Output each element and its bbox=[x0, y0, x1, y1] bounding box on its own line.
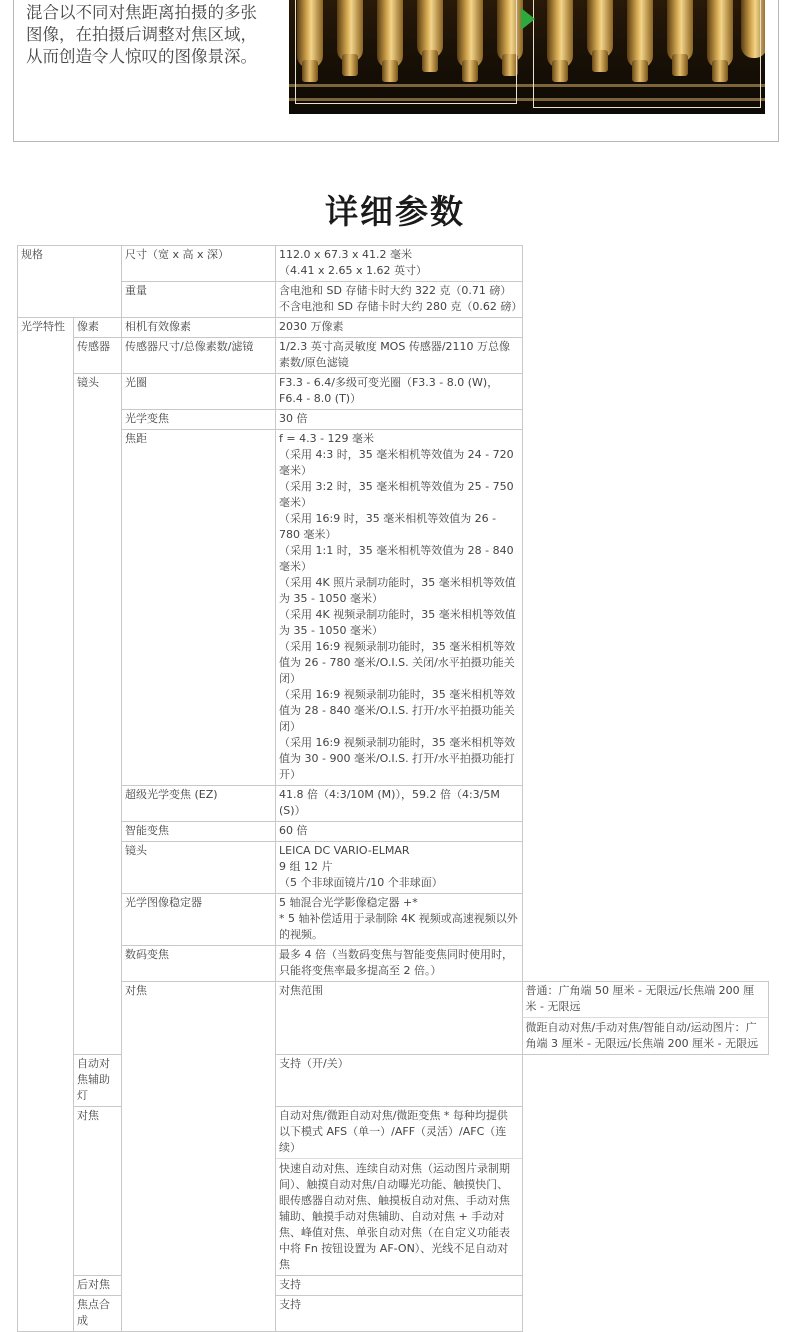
row-value: 41.8 倍（4:3/10M (M)），59.2 倍（4:3/5M (S)） bbox=[276, 786, 523, 822]
value-line: 112.0 x 67.3 x 41.2 毫米 bbox=[279, 248, 412, 261]
value-line: 普通：广角端 50 厘米 - 无限远/长焦端 200 厘米 - 无限远 bbox=[525, 984, 755, 1013]
row-label: 智能变焦 bbox=[122, 822, 276, 842]
value-line: （采用 1:1 时，35 毫米相机等效值为 28 - 840 毫米） bbox=[279, 544, 514, 573]
row-label: 镜头 bbox=[122, 842, 276, 894]
promo-line: 混合以不同对焦距离拍摄的多张 bbox=[26, 3, 257, 22]
value-line: 5 轴混合光学影像稳定器 +* bbox=[279, 896, 418, 909]
value-line: （采用 16:9 视频录制功能时，35 毫米相机等效值为 28 - 840 毫米/O.I.S. 打开/水平拍摄功能关闭） bbox=[279, 688, 516, 733]
spec-table bbox=[17, 245, 769, 1332]
promo-line: 从而创造令人惊叹的图像景深。 bbox=[26, 47, 257, 66]
value-line: （采用 16:9 视频录制功能时，35 毫米相机等效值为 26 - 780 毫米/O.I.S. 关闭/水平拍摄功能关闭） bbox=[279, 640, 516, 685]
row-value: 最多 4 倍（当数码变焦与智能变焦同时使用时，只能将变焦率最多提高至 2 倍。） bbox=[276, 946, 523, 982]
table-row bbox=[18, 410, 769, 430]
value-line: （5 个非球面镜片/10 个非球面） bbox=[279, 876, 443, 889]
subcategory-cell: 对焦 bbox=[122, 982, 276, 1332]
promo-description bbox=[26, 2, 296, 68]
value-line: （采用 16:9 视频录制功能时，35 毫米相机等效值为 30 - 900 毫米/O.I.S. 打开/水平拍摄功能打开） bbox=[279, 736, 516, 781]
value-line: f = 4.3 - 129 毫米 bbox=[279, 432, 375, 445]
value-line: 微距自动对焦/手动对焦/智能自动/运动图片：广角端 3 厘米 - 无限远/长焦端 200 厘米 - 无限远 bbox=[523, 1017, 769, 1052]
value-line: （采用 4K 视频录制功能时，35 毫米相机等效值为 35 - 1050 毫米） bbox=[279, 608, 516, 637]
row-label: 超级光学变焦 (EZ) bbox=[122, 786, 276, 822]
row-label: 数码变焦 bbox=[122, 946, 276, 982]
beer-taps-photo bbox=[289, 0, 765, 114]
row-value bbox=[276, 894, 523, 946]
table-row bbox=[18, 894, 769, 946]
row-value: 2030 万像素 bbox=[276, 318, 523, 338]
row-label: 光学图像稳定器 bbox=[122, 894, 276, 946]
value-line: （4.41 x 2.65 x 1.62 英寸） bbox=[279, 264, 427, 277]
row-value: 支持 bbox=[276, 1296, 523, 1332]
row-label: 自动对焦辅助灯 bbox=[74, 1055, 122, 1107]
table-row bbox=[18, 946, 769, 982]
category-cell: 光学特性 bbox=[18, 318, 74, 1332]
row-label: 对焦 bbox=[74, 1107, 122, 1276]
row-label: 传感器尺寸/总像素数/滤镜 bbox=[122, 338, 276, 374]
table-row bbox=[18, 318, 769, 338]
table-row bbox=[18, 374, 769, 410]
row-value: 支持 bbox=[276, 1276, 523, 1296]
row-value: 1/2.3 英寸高灵敏度 MOS 传感器/2110 万总像素数/原色滤镜 bbox=[276, 338, 523, 374]
table-row bbox=[18, 842, 769, 894]
row-label: 对焦范围 bbox=[276, 982, 523, 1055]
table-row bbox=[18, 338, 769, 374]
row-label: 焦距 bbox=[122, 430, 276, 786]
category-cell: 规格 bbox=[18, 246, 122, 318]
row-value bbox=[276, 282, 523, 318]
value-line: 含电池和 SD 存储卡时大约 322 克（0.71 磅） bbox=[279, 284, 512, 297]
row-value: 30 倍 bbox=[276, 410, 523, 430]
row-label: 后对焦 bbox=[74, 1276, 122, 1296]
row-label: 尺寸（宽 x 高 x 深） bbox=[122, 246, 276, 282]
value-line: （采用 3:2 时，35 毫米相机等效值为 25 - 750 毫米） bbox=[279, 480, 514, 509]
promo-panel bbox=[13, 0, 779, 142]
subcategory-cell: 像素 bbox=[74, 318, 122, 338]
subcategory-cell: 镜头 bbox=[74, 374, 122, 1055]
table-row bbox=[18, 822, 769, 842]
row-value: 60 倍 bbox=[276, 822, 523, 842]
row-value bbox=[522, 982, 769, 1055]
row-label: 光圈 bbox=[122, 374, 276, 410]
table-row bbox=[18, 430, 769, 786]
table-row bbox=[18, 786, 769, 822]
row-value: F3.3 - 6.4/多级可变光圈（F3.3 - 8.0 (W)，F6.4 - 8.0 (T)） bbox=[276, 374, 523, 410]
row-label: 光学变焦 bbox=[122, 410, 276, 430]
table-row bbox=[18, 246, 769, 282]
section-title: 详细参数 bbox=[325, 192, 465, 231]
value-line: LEICA DC VARIO-ELMAR bbox=[279, 844, 410, 857]
row-value bbox=[276, 1107, 523, 1276]
arrow-marker-icon bbox=[521, 8, 535, 30]
value-line: 自动对焦/微距自动对焦/微距变焦 * 每种均提供以下模式 AFS（单一）/AFF（灵活）/AFC（连续） bbox=[279, 1109, 508, 1154]
row-value bbox=[276, 842, 523, 894]
value-line: 不含电池和 SD 存储卡时大约 280 克（0.62 磅） bbox=[279, 300, 523, 313]
row-value bbox=[276, 430, 523, 786]
subcategory-cell: 传感器 bbox=[74, 338, 122, 374]
promo-line: 图像，在拍摄后调整对焦区域， bbox=[26, 25, 257, 44]
value-line: （采用 4K 照片录制功能时，35 毫米相机等效值为 35 - 1050 毫米） bbox=[279, 576, 516, 605]
row-label: 焦点合成 bbox=[74, 1296, 122, 1332]
row-label: 相机有效像素 bbox=[122, 318, 276, 338]
row-value bbox=[276, 246, 523, 282]
row-label: 重量 bbox=[122, 282, 276, 318]
table-row bbox=[18, 282, 769, 318]
value-line: 9 组 12 片 bbox=[279, 860, 333, 873]
value-line: * 5 轴补偿适用于录制除 4K 视频或高速视频以外的视频。 bbox=[279, 912, 518, 941]
table-row bbox=[18, 982, 769, 1055]
value-line: 快速自动对焦、连续自动对焦（运动图片录制期间）、触摸自动对焦/自动曝光功能、触摸快门、眼传感器自动对焦、触摸板自动对焦、手动对焦辅助、触摸手动对焦辅助、自动对焦 + 手动对焦、峰值对焦、单张自动对焦（在自定义功能表中将 Fn 按钮设置为 AF-ON）、光线不足自动对焦 bbox=[276, 1158, 522, 1273]
value-line: （采用 4:3 时，35 毫米相机等效值为 24 - 720 毫米） bbox=[279, 448, 514, 477]
row-value: 支持（开/关） bbox=[276, 1055, 523, 1107]
value-line: （采用 16:9 时，35 毫米相机等效值为 26 - 780 毫米） bbox=[279, 512, 497, 541]
